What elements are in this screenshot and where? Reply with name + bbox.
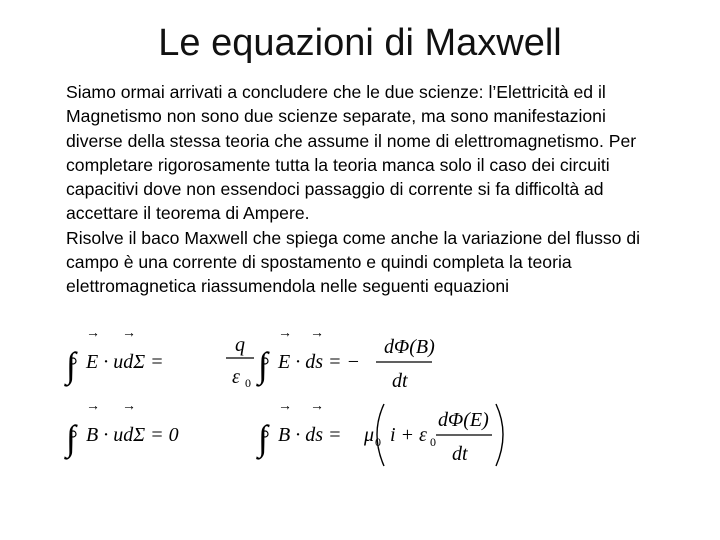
equation-ampere-maxwell — [252, 398, 502, 483]
paragraph-intro: Siamo ormai arrivati a concludere che le due scienze: l’Elettricità ed il Magnetismo non sono due scienze separate, ma sono manifestazioni diverse della stessa teoria che assume il nome di elettromagnetismo. Per completare rigorosamente tutta la teoria manca solo il caso dei circuiti capacitivi dove non essendoci passaggio di corrente si fa difficoltà ad accettare il teorema di Ampere. — [66, 82, 637, 224]
vector-arrow-icon: → — [278, 326, 292, 341]
vector-arrow-icon: → — [310, 399, 324, 414]
eq-lhs: B · ds = — [278, 424, 342, 446]
vector-arrow-icon: → — [122, 399, 136, 414]
slide-title: Le equazioni di Maxwell — [158, 22, 562, 64]
paragraph-maxwell: Risolve il baco Maxwell che spiega come anche la variazione del flusso di campo è una corrente di spostamento e quindi completa la teoria elettromagnetica riassumendola nelle seguenti equazioni — [66, 227, 641, 297]
eq-mu-subscript: 0 — [375, 435, 381, 449]
vector-arrow-icon: → — [310, 326, 324, 341]
eq-lhs: E · udΣ = — [86, 351, 164, 373]
eq-mu: μ — [364, 424, 375, 446]
equation-gauss-electric — [60, 325, 250, 400]
integral-symbol: ∫ — [258, 418, 268, 458]
eq-denominator: ε — [232, 366, 240, 388]
vector-arrow-icon: → — [122, 326, 136, 341]
vector-arrow-icon: → — [86, 326, 100, 341]
integral-symbol: ∫ — [66, 418, 76, 458]
integral-symbol: ∫ — [66, 345, 76, 385]
equation-faraday — [252, 325, 442, 400]
eq-lhs: B · udΣ = 0 — [86, 424, 179, 446]
vector-arrow-icon: → — [86, 399, 100, 414]
eq-numerator: dΦ(B) — [384, 336, 435, 358]
eq-eps-subscript: 0 — [430, 435, 436, 449]
body-text — [66, 80, 666, 299]
right-paren — [496, 404, 503, 466]
equation-gauss-magnetic — [60, 398, 250, 473]
eq-denominator: dt — [452, 443, 468, 465]
eq-numerator: dΦ(E) — [438, 409, 489, 431]
eq-inner: i + ε — [390, 424, 427, 446]
eq-denominator: dt — [392, 370, 408, 392]
vector-arrow-icon: → — [278, 399, 292, 414]
eq-numerator: q — [235, 334, 245, 356]
eq-denominator-subscript: 0 — [245, 376, 251, 390]
integral-symbol: ∫ — [258, 345, 268, 385]
eq-lhs: E · ds = − — [278, 351, 360, 373]
